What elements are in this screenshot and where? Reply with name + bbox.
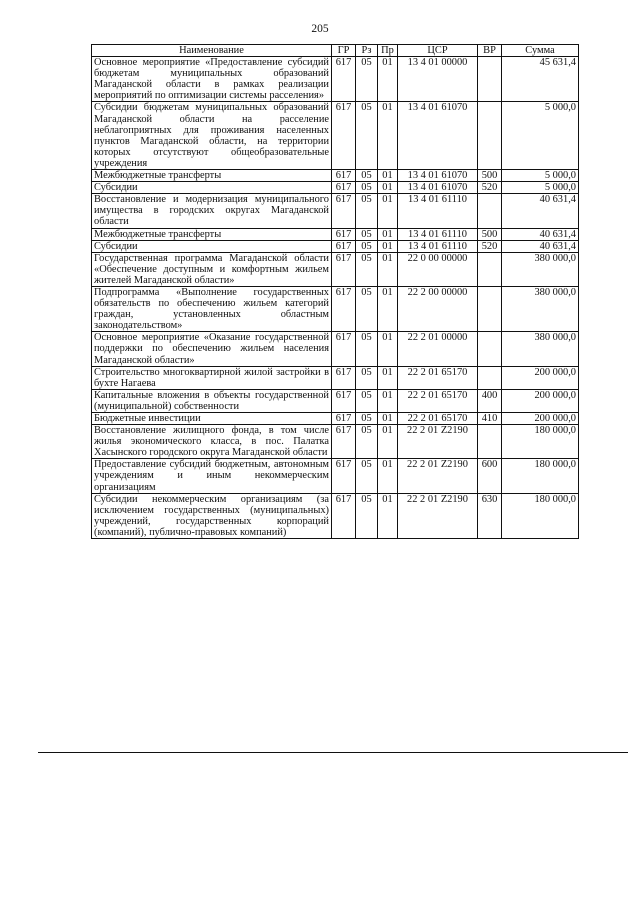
cell-csr: 22 0 00 00000	[398, 252, 478, 286]
cell-gr: 617	[332, 228, 356, 240]
cell-name: Капитальные вложения в объекты государственной (муниципальной) собственности	[92, 389, 332, 412]
cell-vr	[478, 252, 502, 286]
cell-csr: 13 4 01 61110	[398, 194, 478, 228]
table-row	[92, 413, 579, 425]
table-row	[92, 57, 579, 102]
table-row	[92, 170, 579, 182]
cell-rz: 05	[356, 228, 378, 240]
cell-csr: 13 4 01 61070	[398, 102, 478, 170]
cell-pr: 01	[378, 102, 398, 170]
cell-csr: 22 2 01 Z2190	[398, 459, 478, 493]
cell-pr: 01	[378, 182, 398, 194]
cell-csr: 22 2 01 65170	[398, 413, 478, 425]
cell-csr: 22 2 01 Z2190	[398, 493, 478, 538]
cell-pr: 01	[378, 389, 398, 412]
cell-sum: 380 000,0	[502, 286, 579, 331]
cell-pr: 01	[378, 459, 398, 493]
header-vr: ВР	[478, 45, 502, 57]
cell-sum: 40 631,4	[502, 240, 579, 252]
cell-name: Субсидии	[92, 240, 332, 252]
header-rz: Рз	[356, 45, 378, 57]
cell-gr: 617	[332, 493, 356, 538]
cell-rz: 05	[356, 389, 378, 412]
cell-rz: 05	[356, 182, 378, 194]
cell-vr	[478, 366, 502, 389]
cell-csr: 22 2 01 Z2190	[398, 425, 478, 459]
cell-sum: 380 000,0	[502, 332, 579, 366]
cell-vr: 600	[478, 459, 502, 493]
cell-pr: 01	[378, 425, 398, 459]
cell-pr: 01	[378, 332, 398, 366]
cell-sum: 380 000,0	[502, 252, 579, 286]
cell-csr: 13 4 01 00000	[398, 57, 478, 102]
cell-gr: 617	[332, 366, 356, 389]
cell-sum: 180 000,0	[502, 493, 579, 538]
cell-gr: 617	[332, 57, 356, 102]
cell-csr: 13 4 01 61070	[398, 170, 478, 182]
cell-rz: 05	[356, 194, 378, 228]
cell-csr: 13 4 01 61110	[398, 240, 478, 252]
table-row	[92, 425, 579, 459]
cell-pr: 01	[378, 366, 398, 389]
cell-csr: 22 2 00 00000	[398, 286, 478, 331]
cell-sum: 40 631,4	[502, 228, 579, 240]
cell-name: Строительство многоквартирной жилой застройки в бухте Нагаева	[92, 366, 332, 389]
cell-gr: 617	[332, 425, 356, 459]
cell-sum: 180 000,0	[502, 425, 579, 459]
cell-csr: 22 2 01 65170	[398, 366, 478, 389]
cell-rz: 05	[356, 332, 378, 366]
cell-vr	[478, 102, 502, 170]
cell-gr: 617	[332, 332, 356, 366]
cell-vr	[478, 194, 502, 228]
cell-sum: 5 000,0	[502, 182, 579, 194]
table-row	[92, 286, 579, 331]
cell-rz: 05	[356, 57, 378, 102]
cell-sum: 180 000,0	[502, 459, 579, 493]
cell-sum: 200 000,0	[502, 413, 579, 425]
header-name: Наименование	[92, 45, 332, 57]
cell-pr: 01	[378, 252, 398, 286]
cell-rz: 05	[356, 286, 378, 331]
cell-csr: 22 2 01 00000	[398, 332, 478, 366]
budget-table	[91, 44, 579, 539]
header-sum: Сумма	[502, 45, 579, 57]
table-row	[92, 366, 579, 389]
table-row	[92, 194, 579, 228]
table-row	[92, 389, 579, 412]
cell-vr	[478, 57, 502, 102]
cell-sum: 200 000,0	[502, 389, 579, 412]
cell-gr: 617	[332, 182, 356, 194]
header-gr: ГР	[332, 45, 356, 57]
cell-rz: 05	[356, 493, 378, 538]
cell-name: Субсидии некоммерческим организациям (за исключением государственных (муниципальных) учреждений, государственных корпораций (компаний), публично-правовых компаний)	[92, 493, 332, 538]
cell-pr: 01	[378, 194, 398, 228]
cell-gr: 617	[332, 240, 356, 252]
table-row	[92, 102, 579, 170]
cell-name: Восстановление жилищного фонда, в том числе жилья экономического класса, в пос. Палатка Хасынского городского округа Магаданской области	[92, 425, 332, 459]
cell-name: Государственная программа Магаданской области «Обеспечение доступным и комфортным жильем жителей Магаданской области»	[92, 252, 332, 286]
cell-name: Подпрограмма «Выполнение государственных обязательств по обеспечению жильем категорий граждан, установленных областным законодательством»	[92, 286, 332, 331]
cell-sum: 40 631,4	[502, 194, 579, 228]
cell-vr: 520	[478, 240, 502, 252]
table-row	[92, 228, 579, 240]
cell-name: Бюджетные инвестиции	[92, 413, 332, 425]
table-row	[92, 332, 579, 366]
cell-vr	[478, 332, 502, 366]
table-header-row	[92, 45, 579, 57]
cell-name: Субсидии бюджетам муниципальных образований Магаданской области на расселение неблагоприятных для проживания населенных пунктов Магаданской области, на территории которых отсутствуют общеобразовательные учреждения	[92, 102, 332, 170]
table-row	[92, 240, 579, 252]
cell-vr	[478, 425, 502, 459]
cell-gr: 617	[332, 413, 356, 425]
cell-gr: 617	[332, 194, 356, 228]
cell-name: Межбюджетные трансферты	[92, 170, 332, 182]
cell-gr: 617	[332, 459, 356, 493]
cell-gr: 617	[332, 286, 356, 331]
cell-rz: 05	[356, 459, 378, 493]
table-row	[92, 182, 579, 194]
cell-vr: 500	[478, 170, 502, 182]
cell-gr: 617	[332, 252, 356, 286]
table-row	[92, 252, 579, 286]
cell-vr: 500	[478, 228, 502, 240]
cell-name: Межбюджетные трансферты	[92, 228, 332, 240]
cell-pr: 01	[378, 493, 398, 538]
cell-vr: 630	[478, 493, 502, 538]
cell-rz: 05	[356, 366, 378, 389]
cell-gr: 617	[332, 389, 356, 412]
cell-sum: 45 631,4	[502, 57, 579, 102]
cell-rz: 05	[356, 170, 378, 182]
cell-csr: 13 4 01 61070	[398, 182, 478, 194]
cell-sum: 200 000,0	[502, 366, 579, 389]
horizontal-rule	[38, 752, 628, 753]
cell-pr: 01	[378, 170, 398, 182]
cell-gr: 617	[332, 102, 356, 170]
cell-rz: 05	[356, 252, 378, 286]
cell-pr: 01	[378, 228, 398, 240]
cell-pr: 01	[378, 240, 398, 252]
cell-csr: 13 4 01 61110	[398, 228, 478, 240]
cell-csr: 22 2 01 65170	[398, 389, 478, 412]
cell-rz: 05	[356, 425, 378, 459]
header-csr: ЦСР	[398, 45, 478, 57]
table-row	[92, 493, 579, 538]
cell-pr: 01	[378, 413, 398, 425]
cell-vr	[478, 286, 502, 331]
cell-vr: 520	[478, 182, 502, 194]
cell-name: Восстановление и модернизация муниципального имущества в городских округах Магаданской области	[92, 194, 332, 228]
cell-name: Предоставление субсидий бюджетным, автономным учреждениям и иным некоммерческим организациям	[92, 459, 332, 493]
page-number: 205	[311, 23, 329, 35]
cell-sum: 5 000,0	[502, 170, 579, 182]
cell-rz: 05	[356, 240, 378, 252]
cell-gr: 617	[332, 170, 356, 182]
cell-rz: 05	[356, 413, 378, 425]
cell-pr: 01	[378, 57, 398, 102]
table-row	[92, 459, 579, 493]
table-body	[92, 57, 579, 539]
cell-pr: 01	[378, 286, 398, 331]
cell-name: Основное мероприятие «Предоставление субсидий бюджетам муниципальных образований Магаданской области в рамках реализации мероприятий по оптимизации системы расселения»	[92, 57, 332, 102]
cell-vr: 400	[478, 389, 502, 412]
cell-sum: 5 000,0	[502, 102, 579, 170]
cell-name: Основное мероприятие «Оказание государственной поддержки по обеспечению жильем населения Магаданской области»	[92, 332, 332, 366]
cell-name: Субсидии	[92, 182, 332, 194]
cell-rz: 05	[356, 102, 378, 170]
header-pr: Пр	[378, 45, 398, 57]
cell-vr: 410	[478, 413, 502, 425]
